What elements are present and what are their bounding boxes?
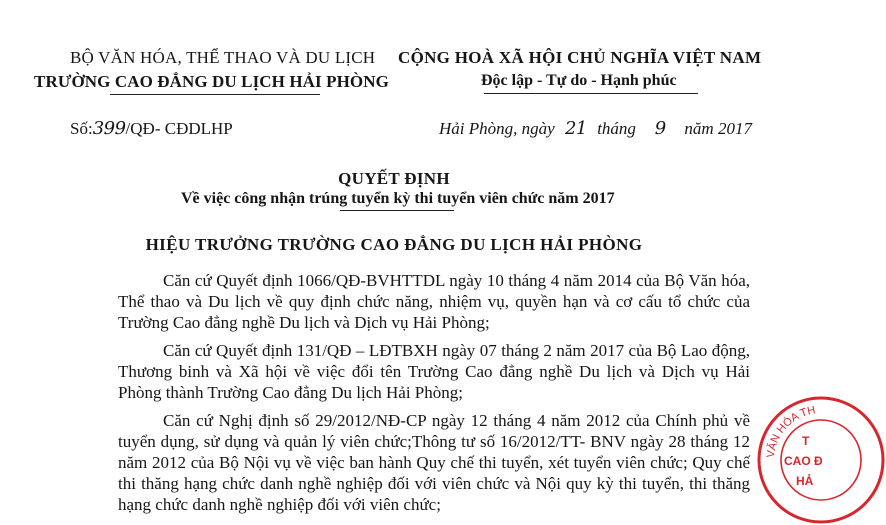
motto-underline — [484, 93, 698, 94]
doc-number-handwritten: 399 — [92, 118, 126, 139]
document-body — [118, 270, 750, 522]
ministry-name: BỘ VĂN HÓA, THỂ THAO VÀ DU LỊCH — [70, 48, 376, 67]
paragraph-legal-basis-3: Căn cứ Nghị định số 29/2012/NĐ-CP ngày 12 tháng 4 năm 2012 của Chính phủ về tuyển dụng, sử dụng và quản lý viên chức;Thông tư số 16/2012/TT- BNV ngày 28 tháng 12 năm 2012 của Bộ Nội vụ về việc ban hành Quy chế thi tuyển, xét tuyển viên chức; Quy chế thi thăng hạng chức danh nghề nghiệp đối với viên chức và Nội quy kỳ thi tuyển, thi thăng hạng chức danh nghề nghiệp đối với viên chức; — [118, 411, 750, 514]
seal-ring-text: VĂN HÓA TH — [764, 404, 817, 459]
doc-number-prefix: Số: — [70, 119, 93, 138]
paragraph-legal-basis-2: Căn cứ Quyết định 131/QĐ – LĐTBXH ngày 07 tháng 2 năm 2017 của Bộ Lao động, Thương binh và Xã hội về việc đổi tên Trường Cao đẳng nghề Du lịch và Dịch vụ Hải Phòng thành Trường Cao đẳng Du lịch Hải Phòng; — [118, 341, 750, 402]
seal-line-1: T — [802, 434, 810, 448]
date-year: năm 2017 — [684, 119, 752, 138]
date-month: 9 — [654, 118, 666, 139]
paragraph-legal-basis-1: Căn cứ Quyết định 1066/QĐ-BVHTTDL ngày 10 tháng 4 năm 2014 của Bộ Văn hóa, Thể thao và Du lịch về quy định chức năng, nhiệm vụ, quyền hạn và cơ cấu tổ chức của Trường Cao đẳng nghề Du lịch và Dịch vụ Hải Phòng; — [118, 271, 750, 332]
issue-date — [439, 118, 752, 139]
date-day: 21 — [564, 118, 587, 139]
date-place: Hải Phòng, ngày — [439, 119, 555, 138]
official-seal — [756, 395, 886, 525]
seal-line-2: CAO Đ — [784, 454, 823, 468]
national-motto: Độc lập - Tự do - Hạnh phúc — [481, 72, 677, 89]
school-underline — [110, 94, 320, 95]
svg-text:VĂN HÓA TH — [765, 404, 816, 458]
nation-title: CỘNG HOÀ XÃ HỘI CHỦ NGHĨA VIỆT NAM — [398, 48, 762, 67]
document-title: QUYẾT ĐỊNH — [338, 169, 450, 188]
seal-line-3: HẢ — [796, 474, 814, 488]
document-number — [70, 118, 233, 139]
subject-underline — [340, 210, 454, 211]
school-name: TRƯỜNG CAO ĐẲNG DU LỊCH HẢI PHÒNG — [34, 72, 389, 91]
issuer-heading: HIỆU TRƯỞNG TRƯỜNG CAO ĐẲNG DU LỊCH HẢI PHÒNG — [145, 235, 643, 254]
doc-number-suffix: /QĐ- CĐDLHP — [125, 119, 233, 138]
date-month-word: tháng — [597, 119, 636, 138]
document-subject: Về việc công nhận trúng tuyển kỳ thi tuyển viên chức năm 2017 — [181, 190, 615, 207]
